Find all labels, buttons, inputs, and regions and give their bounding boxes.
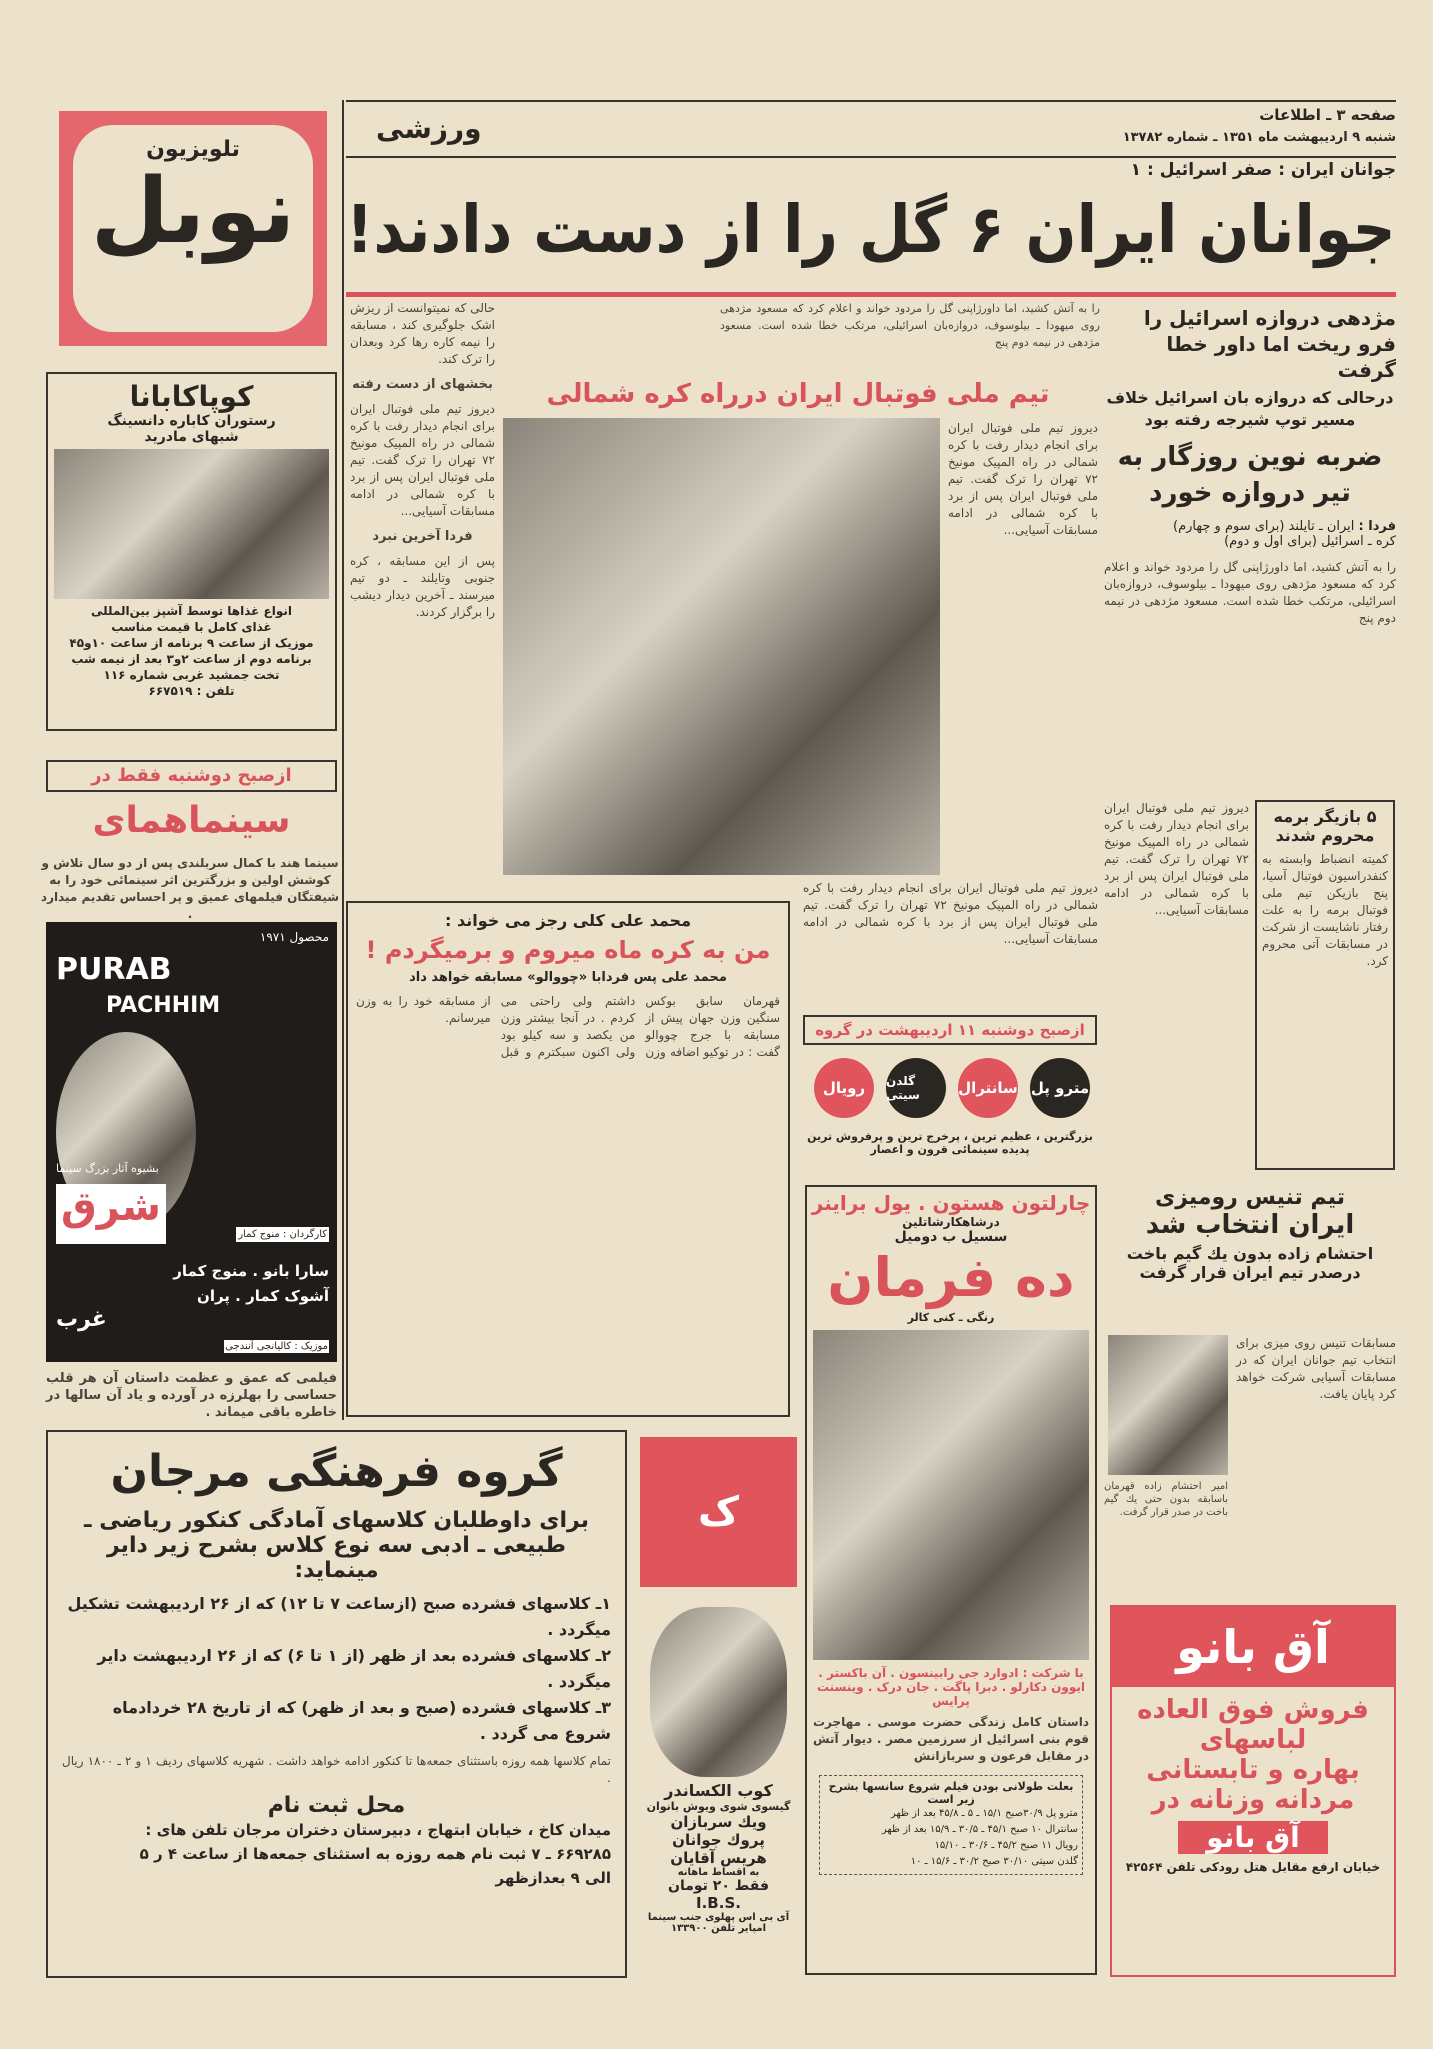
cinema-group-title: ازصبح دوشنبه ۱۱ اردیبهشت در گروه [803,1015,1097,1045]
kobe-alexander-ad [640,1437,797,1977]
kobe-price: فقط ۲۰ تومان [668,1878,769,1894]
cinema-group-caption: بزرگترین ، عظیم ترین ، پرخرج ترین و پرفروش ترین پدیده سینمائی قرون و اعصار [807,1130,1093,1156]
tc-desc: داستان کامل زندگی حضرت موسی . مهاجرت قوم بنی اسرائیل از سرزمین مصر . دیوار آتش در مقابل فرعون و سربازانش [813,1715,1089,1763]
agbanoo-line2: لباسهای [1199,1725,1307,1755]
marjan-title: گروه فرهنگی مرجان [110,1446,563,1497]
kobe-logo: ک [640,1437,797,1587]
main-story-column [1104,305,1396,627]
tc-sub: درشاهکارشاتلین [902,1215,1000,1229]
marjan-item: ۲ـ کلاسهای فشرده بعد از ظهر (از ۱ تا ۶) که از ۲۶ اردیبهشت دایر میگردد . [97,1646,611,1691]
marjan-reg3: الی ۹ بعدازظهر [495,1869,611,1887]
tc-showtime: مترو پل ۳۰/۹صبح ۱۵/۱ ـ ۵ ـ ۴۵/۸ بعد از ظهر [890,1808,1078,1819]
poster-title-fa2: غرب [56,1307,107,1332]
copacabana-line1: رستوران کاباره دانسینگ [107,413,276,429]
poster-title-en1: PURAB [56,952,172,987]
main-sub1: مژدهی دروازه اسرائیل را فرو ریخت اما داور خطا گرفت [1143,306,1396,382]
cinema-top-banner: ازصبح دوشنبه فقط در [46,760,337,792]
copacabana-desc5: تخت جمشید غربی شماره ۱۱۶ [103,668,280,682]
agbanoo-brand-small: آق بانو [1178,1821,1328,1854]
marjan-reg-title: محل ثبت نام [267,1793,406,1818]
poster-music: موزیک : کالیانجی آنندجی [225,1341,328,1352]
marjan-item: ۳ـ کلاسهای فشرده (صبح و بعد از ظهر) که از تاریخ ۲۸ خردادماه شروع می گردد . [112,1698,611,1743]
ali-sub: محمد علی پس فردابا «چووالو» مسابقه خواهد داد [409,970,727,985]
red-rule [346,292,1396,297]
fixture-1: ایران ـ تایلند (برای سوم و چهارم) [1173,519,1355,534]
tc-image [813,1330,1089,1660]
poster-cast2: آشوک کمار . پران [197,1287,329,1305]
left-body-2: پس از این مسابقه ، کره جنوبی وتایلند ـ دو تیم میرسند ـ آخرین دیدار دیشب را برگزار کردند. [350,554,495,619]
copacabana-desc3: موزیک از ساعت ۹ برنامه از ساعت ۱۰و۴۵ [69,636,314,650]
cinema-description: سینما هند با کمال سربلندی پس از دو سال تلاش و کوشش اولین و بزرگترین اثر سینمائی خود را به شیفتگان فیلمهای عمیق و پر احساس تقدیم میدارد . [40,856,340,921]
poster-cast1: سارا بانو . منوج کمار [173,1262,329,1280]
main-sub2: درحالی که دروازه بان اسرائیل خلاف مسیر توپ شیرجه رفته بود [1106,388,1394,429]
copacabana-phone: تلفن : ۶۶۷۵۱۹ [148,684,235,698]
section-title: ورزشی [376,112,482,145]
kobe-line: گیسوی شوی ویوش بانوان [646,1800,791,1813]
kobe-note: به اقساط ماهانه [677,1867,760,1878]
main-sub3: ضربه نوین روزگار به تیر دروازه خورد [1117,442,1383,508]
tc-showtimes-title: بعلت طولانی بودن فیلم شروع سانسها بشرح زیر است [828,1780,1074,1806]
nobel-logo [59,111,327,346]
nobel-name: نوبل [90,159,296,264]
agbanoo-address: خیابان ارفع مقابل هتل رودکی تلفن ۴۲۵۶۴ [1125,1860,1381,1874]
tc-title: ده فرمان [827,1246,1075,1309]
cinema-metropol: مترو پل [1030,1058,1090,1118]
tc-color: رنگی ـ کنی کالر [907,1311,995,1324]
marjan-reg1: میدان کاخ ، خیابان ابتهاج ، دبیرستان دختران مرجان تلفن های : [145,1821,611,1839]
cinema-logos [808,1058,1096,1118]
tc-director: سسیل ب دومیل [894,1229,1008,1245]
tc-stars: چارلتون هستون . یول براینر [811,1191,1091,1215]
cinema-golden-city: گلدن سیتی [886,1058,946,1118]
header-rule-top [346,100,1396,102]
tc-showtime: گلدن سیتی ۳۰/۱۰ صبح ۳۰/۲ ـ ۱۵/۶ ـ ۱۰ [910,1856,1078,1867]
copacabana-desc4: برنامه دوم از ساعت ۲و۳ بعد از نیمه شب [71,652,312,666]
marjan-sub1: برای داوطلبان کلاسهای آمادگی کنکور ریاضی ـ [84,1508,589,1533]
marjan-note: تمام کلاسها همه روزه باستثنای جمعه‌ها تا کنکور ادامه خواهد داشت . شهریه کلاسهای ردیف ۱ و ۲ ـ ۱۸۰۰ ریال . [62,1754,611,1785]
left-body-national: دیروز تیم ملی فوتبال ایران برای انجام دیدار رفت با کره شمالی در راه المپیک مونیخ ۷۲ تهران را ترک گفت. تیم ملی فوتبال ایران پس از برد با کره شمالی در ادامه مسابقات آسیایی... [350,402,495,518]
main-headline: جوانان ایران ۶ گل را از دست دادند! [346,191,1396,268]
column-divider [342,100,344,1420]
ali-kicker: محمد علی کلی رجز می خواند : [445,911,691,930]
tennis-story [1104,1185,1396,1585]
marjan-reg2: ۶۶۹۲۸۵ ـ ۷ ثبت نام همه روزه به استثنای جمعه‌ها از ساعت ۴ ر ۵ [139,1845,611,1863]
ten-commandments-ad [805,1185,1097,1975]
marjan-sub2: طبیعی ـ ادبی سه نوع کلاس بشرح زیر دایر مینماید: [107,1533,566,1583]
tennis-player-photo [1108,1335,1228,1475]
cinema-name: سینماهمای [92,800,291,841]
copacabana-title: کوپاکابانا [129,380,254,413]
ali-article [346,901,790,1417]
ali-headline: من به کره ماه میروم و برمیگردم ! [365,936,771,964]
main-story-body: را به آتش کشید، اما داورژاپنی گل را مردود خواند و اعلام کرد که مسعود مژدهی روی میهودا ـ بیلوسوف، دروازه‌بان اسرائیلی، مرتکب خطا شده است. مسعود مژدهی در نیمه دوم پنج [1104,560,1396,625]
main-headline-wrap [346,182,1396,282]
kobe-title: کوب الکساندر [664,1781,773,1800]
poster-product: محصول ۱۹۷۱ [259,930,329,944]
agbanoo-brand: آق بانو [1112,1607,1394,1687]
agbanoo-line4: مردانه وزنانه در [1151,1785,1355,1815]
kobe-model-photo [650,1607,787,1777]
tc-showtimes [819,1775,1083,1875]
purab-caption: فیلمی که عمق و عظمت داستان آن هر قلب حساسی را بهلرزه در آورده و یاد آن سالها در خاطره باقی میماند . [46,1371,337,1420]
national-team-headline: تیم ملی فوتبال ایران درراه کره شمالی [546,379,1050,409]
agbanoo-line3: بهاره و تابستانی [1146,1755,1360,1785]
marjan-item: ۱ـ کلاسهای فشرده صبح (ازساعت ۷ تا ۱۲) که از ۲۶ اردیبهشت تشکیل میگردد . [67,1594,611,1639]
kobe-line: ویك سربازان [670,1813,767,1831]
team-photo [503,418,940,875]
poster-director: کارگردان : منوج کمار [238,1229,327,1240]
kobe-address: آی بی اس پهلوی جنب سینما امپایر تلفن ۱۳۳۹۰۰ [647,1912,790,1934]
national-team-body: دیروز تیم ملی فوتبال ایران برای انجام دیدار رفت با کره شمالی در راه المپیک مونیخ ۷۲ تهران را ترک گفت. تیم ملی فوتبال ایران پس از برد با کره شمالی در ادامه مسابقات آسیایی... [948,421,1098,537]
copacabana-line2: شبهای مادرید [144,429,239,445]
burma-body: کمیته انضباط وابسته به کنفدراسیون فوتبال آسیا، پنج بازیکن تیم ملی فوتبال برمه را به علت رفتار ناشایست از شرکت در مسابقات آتی محروم کرد. [1262,852,1388,968]
score-line: جوانان ایران : صفر اسرائیل : ۱ [1130,160,1396,180]
left-body-1: حالی که نمیتوانست از ریزش اشک جلوگیری کند ، مسابقه را نیمه کاره رها کرد وبعدان را ترک کند. [350,301,495,366]
poster-title-fa1: شرق [56,1184,166,1244]
page-header [346,104,1396,156]
kobe-line: هریس آقایان [670,1849,767,1867]
tc-showtime: رویال ۱۱ صبح ۴۵/۲ ـ ۳۰/۶ ـ ۱۵/۱۰ [934,1840,1078,1851]
tennis-title2: ایران انتخاب شد [1145,1210,1355,1240]
copacabana-ad [46,372,337,731]
burma-players-story [1255,800,1395,1170]
tc-cast: با شرکت : ادوارد جی رابینسون . آن باکستر . ایوون دکارلو . دبرا پاگت . جان درک . وینسنت پرایس [816,1666,1086,1708]
copacabana-details [54,603,329,699]
poster-title-en2: PACHHIM [106,993,221,1018]
header-rule-bottom [346,156,1396,158]
tennis-title1: تیم تنیس رومیزی [1155,1185,1345,1210]
agbanoo-line1: فروش فوق العاده [1137,1695,1369,1725]
tennis-sub: احتشام زاده بدون یك گیم باخت درصدر تیم ایران قرار گرفت [1126,1244,1374,1282]
issue-date: شنبه ۹ اردیبهشت ماه ۱۳۵۱ ـ شماره ۱۳۷۸۲ [1122,130,1396,145]
ag-banoo-ad [1110,1605,1396,1977]
tc-showtime: سانترال ۱۰ صبح ۴۵/۱ ـ ۳۰/۵ ـ ۱۵/۹ بعد از ظهر [881,1824,1078,1835]
copacabana-desc1: انواع غذاها توسط آشپز بین‌المللی [91,604,292,618]
copacabana-desc2: غذای کامل با قیمت مناسب [111,620,272,634]
marjan-ad [46,1430,627,1978]
poster-studio: بشیوه آثار بزرگ سینما [56,1162,159,1175]
cinema-central: سانترال [958,1058,1018,1118]
tennis-body: مسابقات تنیس روی میزی برای انتخاب تیم جوانان ایران که در مسابقات آسیایی شرکت خواهد کرد پایان یافت. [1236,1336,1396,1401]
left-head-1: بخشهای از دست رفته [352,377,493,392]
dancers-photo [54,449,329,599]
left-column [350,300,495,621]
cinema-royal: رویال [814,1058,874,1118]
page-number: صفحه ۳ ـ اطلاعات [1259,106,1396,124]
fixtures [1104,519,1396,549]
left-head-2: فردا آخرین نبرد [372,529,473,544]
national-team-body-2: دیروز تیم ملی فوتبال ایران برای انجام دیدار رفت با کره شمالی در راه المپیک مونیخ ۷۲ تهران را ترک گفت. تیم ملی فوتبال ایران پس از برد با کره شمالی در ادامه مسابقات آسیایی... [803,881,1098,946]
purab-paschim-poster [46,922,337,1362]
kobe-line: پروك جوانان [672,1831,765,1849]
fixture-2: کره ـ اسرائیل (برای اول و دوم) [1224,534,1396,549]
nobel-tv-label: تلویزیون [146,137,240,162]
tennis-caption: امیر احتشام زاده قهرمان باسابقه بدون حتی یك گیم باخت در صدر قرار گرفت. [1104,1481,1228,1518]
main-story-continued: را به آتش کشید، اما داورژاپنی گل را مردود خواند و اعلام کرد که مسعود مژدهی روی میهودا ـ بیلوسوف، دروازه‌بان اسرائیلی، مرتکب خطا شده است. مسعود مژدهی در نیمه دوم پنج [720,302,1100,349]
kobe-brand: I.B.S. [696,1894,741,1912]
ali-body: قهرمان سابق بوکس سنگین وزن جهان پیش از مسابقه با جرج چووالو گفت : در توکیو اضافه وزن داشتم ولی راحتی می کردم . در آنجا بیشتر وزن من یکصد و سه کیلو بود ولی اکنون سبکترم و قبل از مسابقه خود را به وزن میرسانم. [356,994,780,1059]
burma-title: ۵ بازیگر برمه محروم شدند [1273,807,1377,845]
main-story-column-2: دیروز تیم ملی فوتبال ایران برای انجام دیدار رفت با کره شمالی در راه المپیک مونیخ ۷۲ تهران را ترک گفت. تیم ملی فوتبال ایران پس از برد با کره شمالی در ادامه مسابقات آسیایی... [1104,801,1249,917]
fixture-label: فردا : [1358,519,1396,534]
